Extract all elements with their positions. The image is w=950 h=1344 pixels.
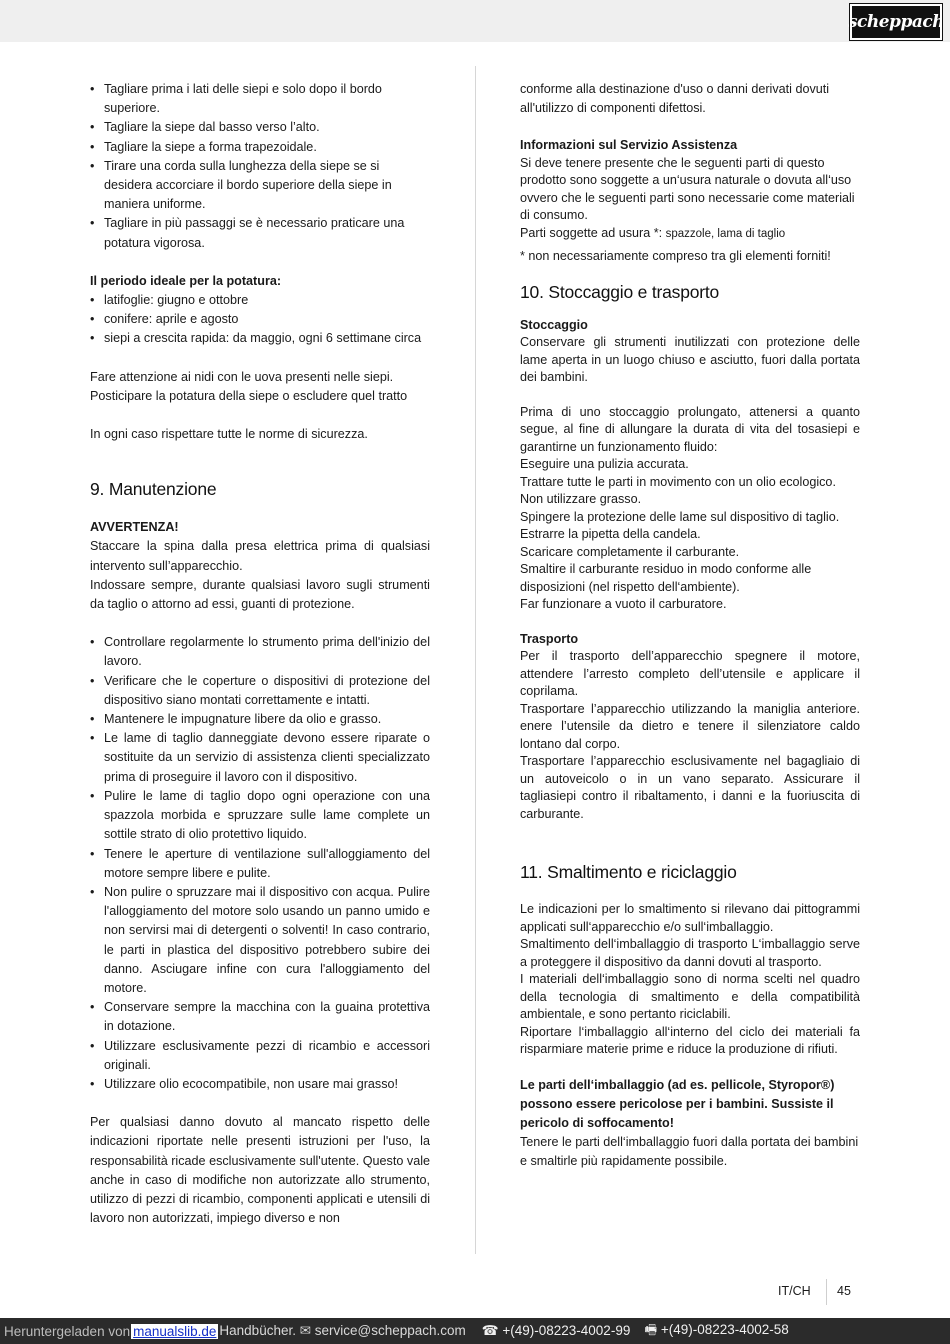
transport-text-3: Trasportare l’apparecchio esclusivamente nel bagagliaio di un autoveicolo o in un vano separato. Assicurare il tagliasiepi contro il ribaltamento, i danni e la fuoriuscita di carburante.: [520, 754, 860, 821]
disposal-text-2: Smaltimento dell‘imballaggio di trasporto L‘imballaggio serve a proteggere il dispositivo da danni dovuti al trasporto.: [520, 937, 860, 969]
list-item: • Pulire le lame di taglio dopo ogni operazione con una spazzola morbida e spruzzare sulle lame complete un sottile strato di olio protettivo liquido.: [90, 787, 430, 845]
brand-logo: scheppach: [850, 4, 942, 40]
service-fax: 🖷 +(49)-08223-4002-58: [644, 1321, 789, 1337]
list-item: • Utilizzare esclusivamente pezzi di ricambio e accessori originali.: [90, 1037, 430, 1075]
list-item: • Controllare regolarmente lo strumento prima dell'inizio del lavoro.: [90, 633, 430, 671]
disposal-heading: 11. Smaltimento e riciclaggio: [520, 862, 737, 883]
list-item: • Tagliare prima i lati delle siepi e solo dopo il bordo superiore.: [90, 80, 430, 118]
list-item: • Tenere le aperture di ventilazione sull'alloggiamento del motore sempre libere e pulite.: [90, 845, 430, 883]
safety-note: In ogni caso rispettare tutte le norme di sicurezza.: [90, 427, 368, 442]
nests-note-1: Fare attenzione ai nidi con le uova presenti nelle siepi.: [90, 369, 394, 384]
footer-separator: [826, 1279, 827, 1305]
wear-parts-label: Parti soggette ad usura *:: [520, 225, 666, 240]
service-heading: Informazioni sul Servizio Assistenza: [520, 138, 738, 153]
footnote: * non necessariamente compreso tra gli elementi forniti!: [520, 249, 831, 264]
list-item: • Tirare una corda sulla lunghezza della siepe se si desidera accorciare il bordo superiore della siepe in maniera uniforme.: [90, 157, 430, 215]
storage-steps: [520, 456, 860, 614]
disposal-text-4: Riportare l‘imballaggio all‘interno del ciclo dei materiali fa risparmiare materie prime e riduce la produzione di rifiuti.: [520, 1024, 860, 1057]
maintenance-heading: 9. Manutenzione: [90, 479, 217, 500]
top-band: [0, 0, 950, 42]
list-item: • Tagliare la siepe dal basso verso l’alto.: [90, 118, 430, 137]
storage-text: Conservare gli strumenti inutilizzati con protezione delle lame aperta in un luogo chiuso e asciutto, fuori dalla portata dei bambini.: [520, 335, 860, 385]
warning-text-1: Staccare la spina dalla presa elettrica prima di qualsiasi intervento sull’apparecchio.: [90, 539, 430, 573]
service-email[interactable]: Handbücher. ✉ service@scheppach.com: [219, 1323, 466, 1338]
transport-text-1: Per il trasporto dell’apparecchio spegnere il motore, attendere l’arresto completo dell’utensile e applicare il coprilama.: [520, 649, 860, 699]
storage-step: Non utilizzare grasso.: [520, 492, 642, 507]
transport-text-2: Trasportare l’apparecchio utilizzando la maniglia anteriore. enere l’utensile da dietro e tenere il silenziatore caldo lontano dal corpo.: [520, 701, 860, 751]
storage-step: Estrarre la pipetta della candela.: [520, 527, 701, 542]
language-code: IT/CH: [778, 1284, 811, 1298]
download-bar: [0, 1318, 950, 1344]
liability-continued: conforme alla destinazione d'uso o danni derivati dovuti all'utilizzo di componenti difettosi.: [520, 82, 830, 116]
storage-heading: 10. Stoccaggio e trasporto: [520, 281, 720, 302]
storage-step: Smaltire il carburante residuo in modo conforme alle disposizioni (nel rispetto dell‘ambiente).: [520, 562, 812, 594]
column-divider: [475, 66, 476, 1254]
period-heading: Il periodo ideale per la potatura:: [90, 273, 282, 288]
warning-text-2: Indossare sempre, durante qualsiasi lavoro sugli strumenti da taglio o attorno ad essi, guanti di protezione.: [90, 577, 430, 612]
pruning-tips-list: [90, 80, 430, 253]
left-column: [90, 80, 430, 1228]
page-number: 45: [837, 1284, 851, 1298]
storage-step: Trattare tutte le parti in movimento con un olio ecologico.: [520, 474, 836, 489]
storage-subheading: Stoccaggio: [520, 317, 588, 332]
list-item: • Utilizzare olio ecocompatibile, non usare mai grasso!: [90, 1075, 430, 1094]
disposal-text-1: Le indicazioni per lo smaltimento si rilevano dai pittogrammi applicati sull‘apparecchio e/o sull‘imballaggio.: [520, 902, 860, 934]
storage-step: Eseguire una pulizia accurata.: [520, 457, 689, 472]
disposal-text-3: I materiali dell‘imballaggio sono di norma scelti nel quadro della tecnologia di smaltimento e della compatibilità ambientale, e sono pertanto riciclabili.: [520, 972, 860, 1022]
list-item: • latifoglie: giugno e ottobre: [90, 291, 430, 310]
list-item: • Non pulire o spruzzare mai il dispositivo con acqua. Pulire l'alloggiamento del motore solo usando un panno umido e non servirsi mai di detergenti o solventi! In caso contrario, le parti in plastica del dispositivo potrebbero subire dei danno. Asciugare infine con cura l'alloggiamento del motore.: [90, 883, 430, 998]
list-item: • Verificare che le coperture o dispositivi di protezione del dispositivo siano montati correttamente e intatti.: [90, 672, 430, 710]
list-item: • Le lame di taglio danneggiate devono essere riparate o sostituite da un servizio di assistenza clienti specializzato prima di proseguire il lavoro con il dispositivo.: [90, 729, 430, 787]
storage-step: Scaricare completamente il carburante.: [520, 544, 740, 559]
storage-long-text: Prima di uno stoccaggio prolungato, attenersi a quanto segue, al fine di allungare la durata di vita del tosasiepi e garantirne un funzionamento fluido:: [520, 404, 860, 454]
list-item: • Conservare sempre la macchina con la guaina protettiva in dotazione.: [90, 998, 430, 1036]
storage-step: Spingere la protezione delle lame sul dispositivo di taglio.: [520, 509, 840, 524]
service-phone: ☎ +(49)-08223-4002-99: [481, 1323, 631, 1338]
right-column: [520, 80, 860, 1172]
list-item: • Tagliare in più passaggi se è necessario praticare una potatura vigorosa.: [90, 214, 430, 252]
wear-parts-value: spazzole, lama di taglio: [665, 227, 786, 240]
pruning-period-list: [90, 291, 430, 349]
list-item: • Mantenere le impugnature libere da olio e grasso.: [90, 710, 430, 729]
transport-subheading: Trasporto: [520, 631, 579, 646]
service-text: Si deve tenere presente che le seguenti parti di questo prodotto sono soggette a un‘usura naturale o dovuta all‘uso ovvero che le seguenti parti sono necessarie come materiali di consumo.: [520, 155, 855, 223]
wear-parts-line: [520, 225, 860, 244]
list-item: • conifere: aprile e agosto: [90, 310, 430, 329]
liability-text: Per qualsiasi danno dovuto al mancato rispetto delle indicazioni riportate nelle presenti istruzioni per l'uso, la responsabilità ricade esclusivamente sull'utente. Questo vale anche in caso di modifiche non autorizzate allo strumento, utilizzo di pezzi di ricambio, componenti applicati e utensili di lavoro non autorizzati, impiego diverso e non: [90, 1115, 430, 1226]
storage-step: Far funzionare a vuoto il carburatore.: [520, 597, 727, 612]
manualslib-link[interactable]: manualslib.de: [133, 1323, 217, 1339]
nests-note-2: Posticipare la potatura della siepe o escludere quel tratto: [90, 388, 408, 403]
warning-heading: AVVERTENZA!: [90, 520, 179, 535]
list-item: • Tagliare la siepe a forma trapezoidale.: [90, 138, 430, 157]
download-prefix: Heruntergeladen von: [4, 1323, 131, 1339]
packaging-text: Tenere le parti dell‘imballaggio fuori dalla portata dei bambini e smaltirle più rapidamente possibile.: [520, 1135, 859, 1169]
maintenance-list: [90, 633, 430, 1094]
list-item: • siepi a crescita rapida: da maggio, ogni 6 settimane circa: [90, 329, 430, 348]
packaging-warning: Le parti dell‘imballaggio (ad es. pellicole, Styropor®) possono essere pericolose per i bambini. Sussiste il pericolo di soffocamento!: [520, 1077, 835, 1131]
